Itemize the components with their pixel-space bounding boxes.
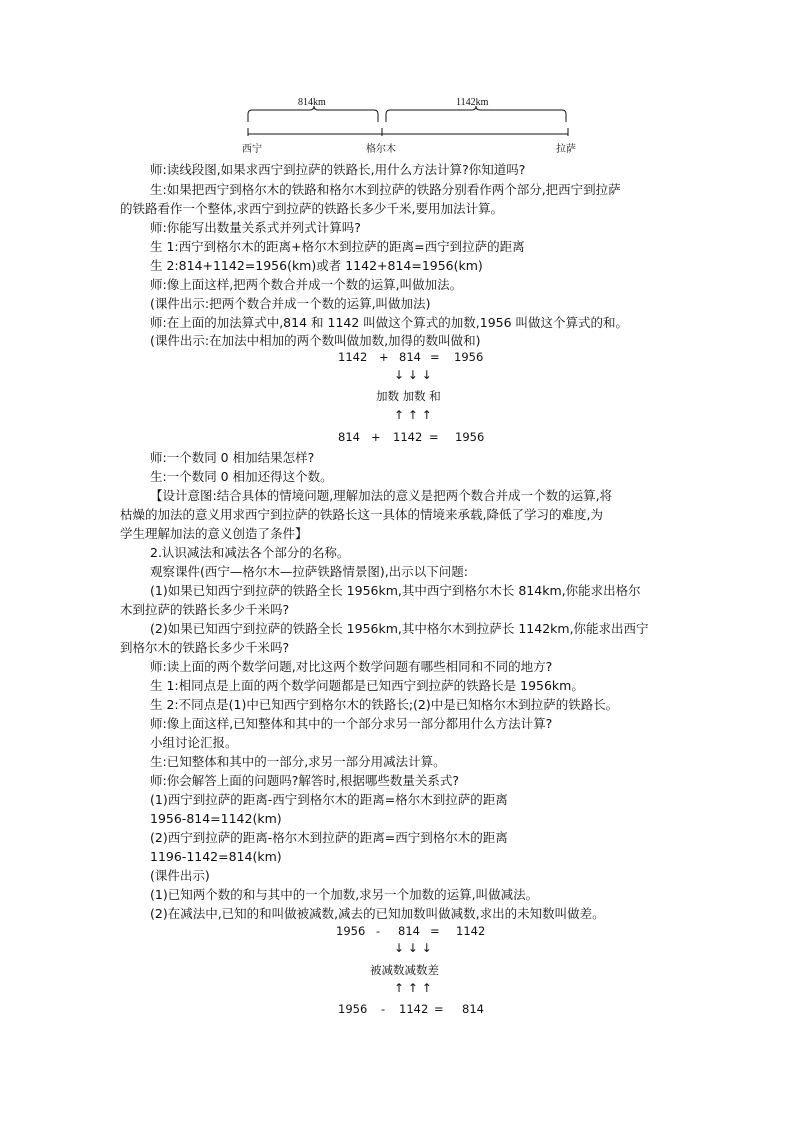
- text-line: 1956-814=1142(km): [150, 811, 282, 826]
- addend-2: 1142: [393, 430, 423, 444]
- text-line: 小组讨论汇报。: [150, 735, 238, 750]
- down-arrows: ↓ ↓ ↓: [394, 368, 432, 382]
- text-line: 师:像上面这样,已知整体和其中的一个部分求另一部分都用什么方法计算?: [150, 716, 553, 731]
- text-line: (1)西宁到拉萨的距离-西宁到格尔木的距离=格尔木到拉萨的距离: [150, 792, 508, 807]
- section-heading: 2.认识减法和减法各个部分的名称。: [150, 545, 350, 560]
- minuend: 1956: [338, 1002, 368, 1016]
- text-line: 师:你能写出数量关系式并列式计算吗?: [150, 220, 361, 235]
- minus-sign: -: [381, 1002, 386, 1016]
- segment-label-2: 1142km: [456, 97, 489, 108]
- equals-sign: =: [430, 924, 440, 938]
- subtraction-equation-1: [336, 924, 496, 938]
- equals-sign: =: [434, 1002, 444, 1016]
- text-line: (课件出示:在加法中相加的两个数叫做加数,加得的数叫做和): [150, 333, 481, 348]
- place-label-geermu: 格尔木: [366, 144, 396, 155]
- sum: 1956: [455, 430, 485, 444]
- subtrahend: 1142: [399, 1002, 429, 1016]
- place-label-xining: 西宁: [242, 144, 262, 155]
- addend-2: 814: [399, 350, 421, 364]
- text-line: (课件出示): [150, 868, 210, 883]
- segment-label-1: 814km: [298, 97, 326, 108]
- text-line: 师:读线段图,如果求西宁到拉萨的铁路长,用什么方法计算?你知道吗?: [150, 162, 526, 177]
- text-line: 生:如果把西宁到格尔木的铁路和格尔木到拉萨的铁路分别看作两个部分,把西宁到拉萨: [150, 182, 621, 197]
- line-segment-diagram: [240, 92, 580, 158]
- plus-sign: +: [379, 350, 389, 364]
- text-line: (1)已知两个数的和与其中的一个加数,求另一个加数的运算,叫做减法。: [150, 887, 539, 902]
- addition-equation-2: [338, 430, 498, 444]
- down-arrows: ↓ ↓ ↓: [394, 941, 432, 955]
- brace-right: [386, 106, 566, 122]
- equals-sign: =: [429, 430, 439, 444]
- plus-sign: +: [371, 430, 381, 444]
- design-intent-line: 【设计意图:结合具体的情境问题,理解加法的意义是把两个数合并成一个数的运算,将: [150, 488, 613, 503]
- addend-1: 1142: [338, 350, 368, 364]
- text-line: 师:一个数同 0 相加结果怎样?: [150, 450, 315, 465]
- text-line: 生 2:814+1142=1956(km)或者 1142+814=1956(km): [150, 258, 483, 273]
- text-line: 生:一个数同 0 相加还得这个数。: [150, 469, 333, 484]
- design-intent-line: 学生理解加法的意义创造了条件】: [120, 526, 308, 541]
- equals-sign: =: [430, 350, 440, 364]
- up-arrows: ↑ ↑ ↑: [394, 981, 432, 995]
- place-label-lasa: 拉萨: [556, 144, 576, 155]
- design-intent-line: 枯燥的加法的意义用求西宁到拉萨的铁路长这一具体的情境来承载,降低了学习的难度,为: [120, 507, 603, 522]
- text-line: 到格尔木的铁路长多少千米吗?: [120, 640, 290, 655]
- text-line: 师:读上面的两个数学问题,对比这两个数学问题有哪些相同和不同的地方?: [150, 659, 553, 674]
- text-line: 师:你会解答上面的问题吗?解答时,根据哪些数量关系式?: [150, 773, 459, 788]
- text-line: 1196-1142=814(km): [150, 849, 282, 864]
- addition-equation-1: [338, 350, 498, 364]
- minus-sign: -: [376, 924, 381, 938]
- text-line: (2)西宁到拉萨的距离-格尔木到拉萨的距离=西宁到格尔木的距离: [150, 830, 508, 845]
- text-line: 木到拉萨的铁路长多少千米吗?: [120, 602, 290, 617]
- brace-diagram: [240, 92, 580, 158]
- text-line: 师:在上面的加法算式中,814 和 1142 叫做这个算式的加数,1956 叫做这个算式的和。: [150, 315, 629, 330]
- text-line: (2)如果已知西宁到拉萨的铁路全长 1956km,其中格尔木到拉萨长 1142km,你能求出西宁: [150, 621, 649, 636]
- text-line: 生 1:西宁到格尔木的距离+格尔木到拉萨的距离=西宁到拉萨的距离: [150, 239, 525, 254]
- difference: 814: [462, 1002, 484, 1016]
- text-line: (课件出示:把两个数合并成一个数的运算,叫做加法): [150, 296, 431, 311]
- text-line: 的铁路看作一个整体,求西宁到拉萨的铁路长多少千米,要用加法计算。: [120, 201, 503, 216]
- text-line: 师:像上面这样,把两个数合并成一个数的运算,叫做加法。: [150, 277, 463, 292]
- addition-part-names: 加数 加数 和: [376, 389, 441, 403]
- subtrahend: 814: [398, 924, 420, 938]
- brace-left: [248, 106, 378, 122]
- subtraction-equation-2: [338, 1002, 498, 1016]
- addend-1: 814: [338, 430, 360, 444]
- text-line: 生:已知整体和其中的一部分,求另一部分用减法计算。: [150, 754, 446, 769]
- text-line: (1)如果已知西宁到拉萨的铁路全长 1956km,其中西宁到格尔木长 814km,你能求出格尔: [150, 583, 641, 598]
- text-line: 生 2:不同点是(1)中已知西宁到格尔木的铁路长;(2)中是已知格尔木到拉萨的铁路长。: [150, 697, 619, 712]
- text-line: 观察课件(西宁—格尔木—拉萨铁路情景图),出示以下问题:: [150, 564, 468, 579]
- up-arrows: ↑ ↑ ↑: [394, 408, 432, 422]
- minuend: 1956: [336, 924, 366, 938]
- subtraction-part-names: 被减数减数差: [370, 963, 439, 977]
- sum: 1956: [454, 350, 484, 364]
- text-line: (2)在减法中,已知的和叫做被减数,减去的已知加数叫做减数,求出的未知数叫做差。: [150, 906, 605, 921]
- difference: 1142: [456, 924, 486, 938]
- text-line: 生 1:相同点是上面的两个数学问题都是已知西宁到拉萨的铁路长是 1956km。: [150, 678, 584, 693]
